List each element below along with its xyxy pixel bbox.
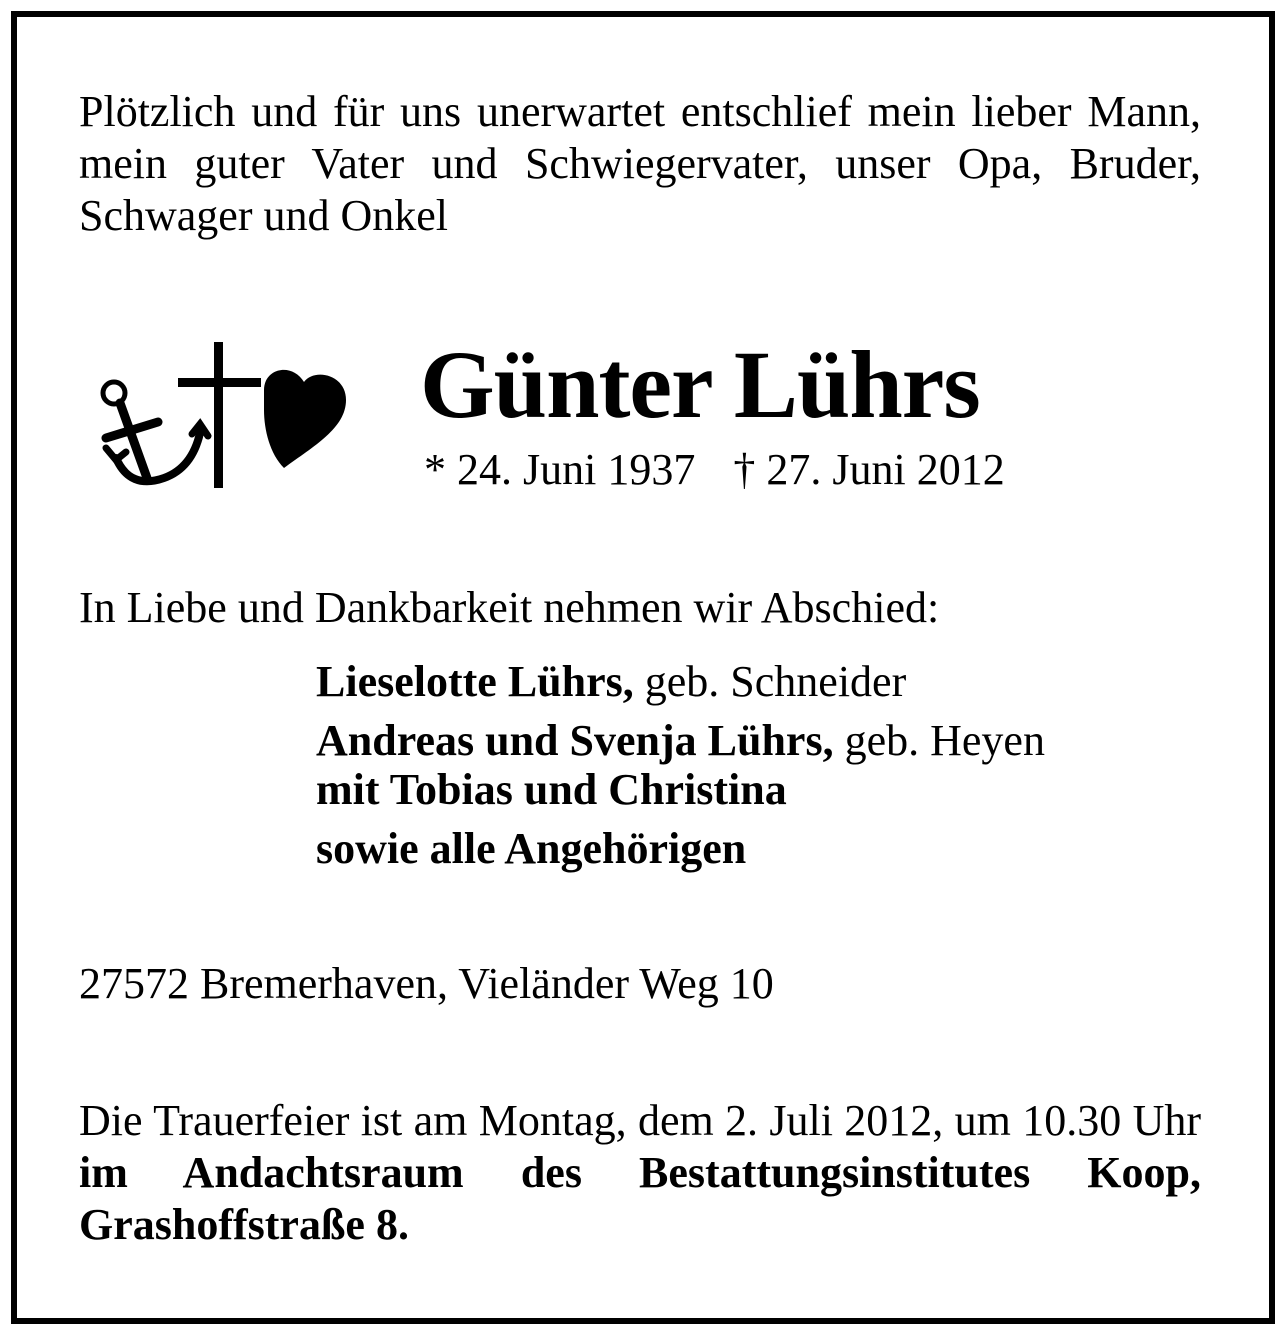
anchor-icon (103, 382, 208, 481)
mourner-maiden-name: geb. Schneider (633, 657, 907, 706)
heart-icon (264, 370, 346, 468)
life-dates (424, 444, 1005, 496)
service-location: im Andachtsraum des Bestattungsinstitutes Koop, Grashoffstraße 8. (79, 1148, 1201, 1249)
service-time: Die Trauerfeier ist am Montag, dem 2. Juli 2012, um 10.30 Uhr (79, 1096, 1201, 1145)
birth-date: * 24. Juni 1937 (424, 445, 696, 494)
deceased-name: Günter Lührs (420, 331, 980, 438)
mourner-children: mit Tobias und Christina (316, 765, 787, 814)
mourner-line-2 (316, 715, 1045, 767)
faith-love-hope-symbols (92, 338, 352, 498)
mourner-name: Lieselotte Lührs, (316, 657, 634, 706)
mourner-maiden-name: geb. Heyen (833, 716, 1045, 765)
farewell-text: In Liebe und Dankbarkeit nehmen wir Abschied: (79, 583, 940, 632)
mourner-line-4 (316, 823, 746, 875)
address-text: 27572 Bremerhaven, Vieländer Weg 10 (79, 959, 774, 1008)
mourner-line-1 (316, 656, 906, 708)
intro-text: Plötzlich und für uns unerwartet entschlief mein lieber Mann, mein guter Vater und Schwiegervater, unser Opa, Bruder, Schwager und Onkel (79, 87, 1201, 240)
cross-icon (178, 342, 261, 488)
service-text (79, 1095, 1201, 1251)
mourner-name: Andreas und Svenja Lührs, (316, 716, 834, 765)
death-date: † 27. Juni 2012 (733, 445, 1005, 494)
mourner-line-3 (316, 764, 787, 816)
mourner-relatives: sowie alle Angehörigen (316, 824, 747, 873)
